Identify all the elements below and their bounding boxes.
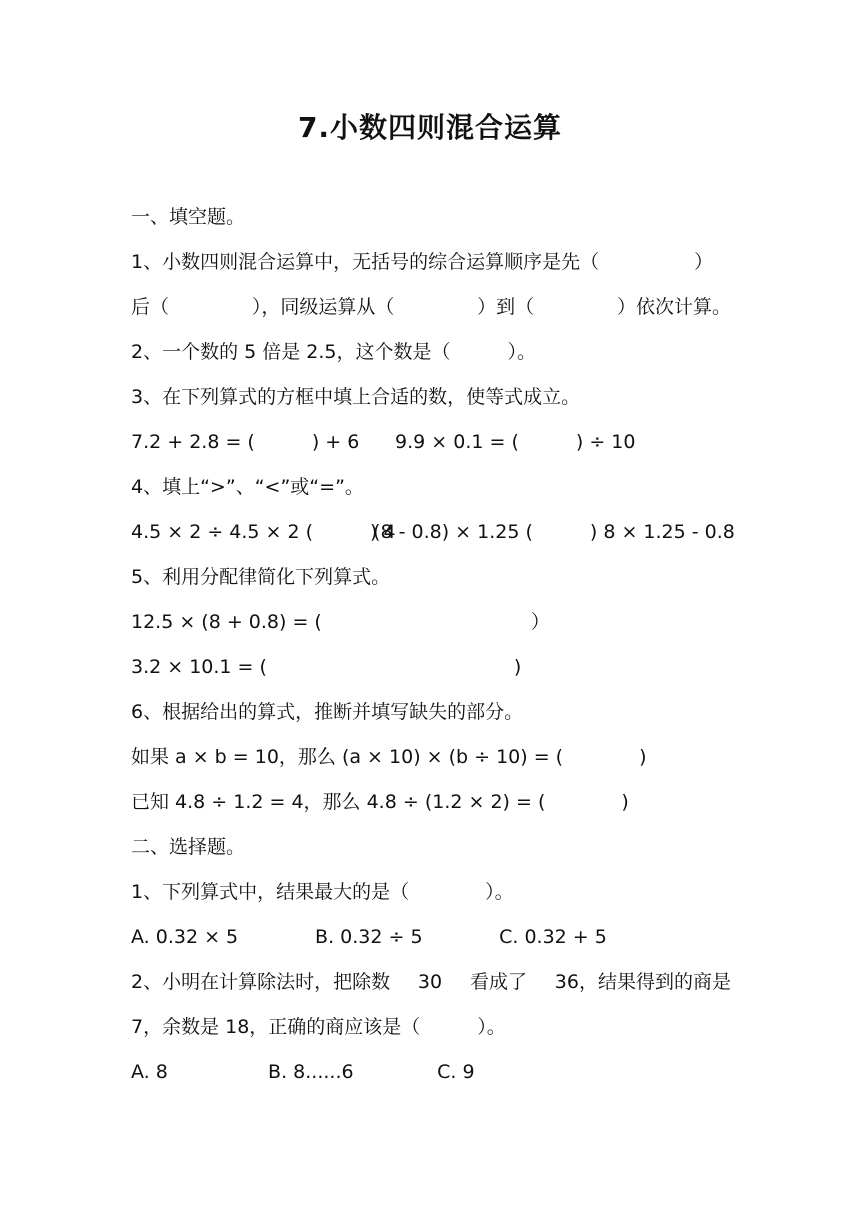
question-1-part-3: ）到（	[477, 296, 535, 318]
question-6-text: 6、根据给出的算式，推断并填写缺失的部分。	[131, 701, 524, 723]
question-4-expr-1: 4.5 × 2 ÷ 4.5 × 2 ( ) 4	[131, 521, 396, 543]
choice-option-a: A. 8	[131, 1061, 168, 1083]
choice-question-2-part-2: 30	[417, 971, 443, 993]
section-heading-fill-blank: 一、填空题。	[131, 206, 246, 228]
question-5-expr-1: 12.5 × (8 + 0.8) = ( ）	[131, 611, 550, 633]
choice-question-2-line-2: 7，余数是 18，正确的商应该是（ ）。	[131, 1016, 506, 1038]
question-3-expr-2: 9.9 × 0.1 = ( ) ÷ 10	[395, 431, 636, 453]
question-6-expr-1: 如果 a × b = 10，那么 (a × 10) × (b ÷ 10) = ( )	[131, 746, 647, 768]
question-3-expr-1: 7.2 + 2.8 = ( ) + 6	[131, 431, 360, 453]
choice-question-2-part-4: 36，结果得到的商是	[554, 971, 731, 993]
choice-option-c: C. 0.32 + 5	[499, 926, 607, 948]
question-4-text: 4、填上“>”、“<”或“=”。	[131, 476, 364, 498]
question-4-expressions	[131, 517, 735, 547]
question-1-line-2	[131, 292, 731, 322]
question-3-text: 3、在下列算式的方框中填上合适的数，使等式成立。	[131, 386, 581, 408]
question-5-text: 5、利用分配律简化下列算式。	[131, 566, 391, 588]
choice-option-b: B. 8......6	[268, 1061, 354, 1083]
choice-question-1-text: 1、下列算式中，结果最大的是（ ）。	[131, 881, 514, 903]
question-5-expr-2: 3.2 × 10.1 = ( )	[131, 656, 522, 678]
section-heading-multiple-choice: 二、选择题。	[131, 836, 246, 858]
page-title: 7.小数四则混合运算	[297, 111, 563, 144]
choice-question-2-line-1	[131, 967, 731, 997]
choice-question-2-part-1: 2、小明在计算除法时，把除数	[131, 971, 391, 993]
question-1-part-2: ），同级运算从（	[251, 296, 395, 318]
choice-question-1-options	[131, 922, 607, 952]
question-4-expr-2: (8 - 0.8) × 1.25 ( ) 8 × 1.25 - 0.8	[373, 521, 735, 543]
choice-question-2-part-3: 看成了	[469, 971, 527, 993]
question-1-part-4: ）依次计算。	[616, 296, 731, 318]
choice-option-a: A. 0.32 × 5	[131, 926, 239, 948]
choice-question-2-options	[131, 1057, 475, 1087]
question-2: 2、一个数的 5 倍是 2.5，这个数是（ ）。	[131, 341, 537, 363]
choice-option-b: B. 0.32 ÷ 5	[315, 926, 423, 948]
question-6-expr-2: 已知 4.8 ÷ 1.2 = 4，那么 4.8 ÷ (1.2 × 2) = ( )	[131, 791, 629, 813]
question-1-part-1: 后（	[131, 296, 170, 318]
choice-option-c: C. 9	[437, 1061, 475, 1083]
question-3-expressions	[131, 427, 635, 457]
question-1-line-1: 1、小数四则混合运算中，无括号的综合运算顺序是先（ ）	[131, 251, 714, 273]
